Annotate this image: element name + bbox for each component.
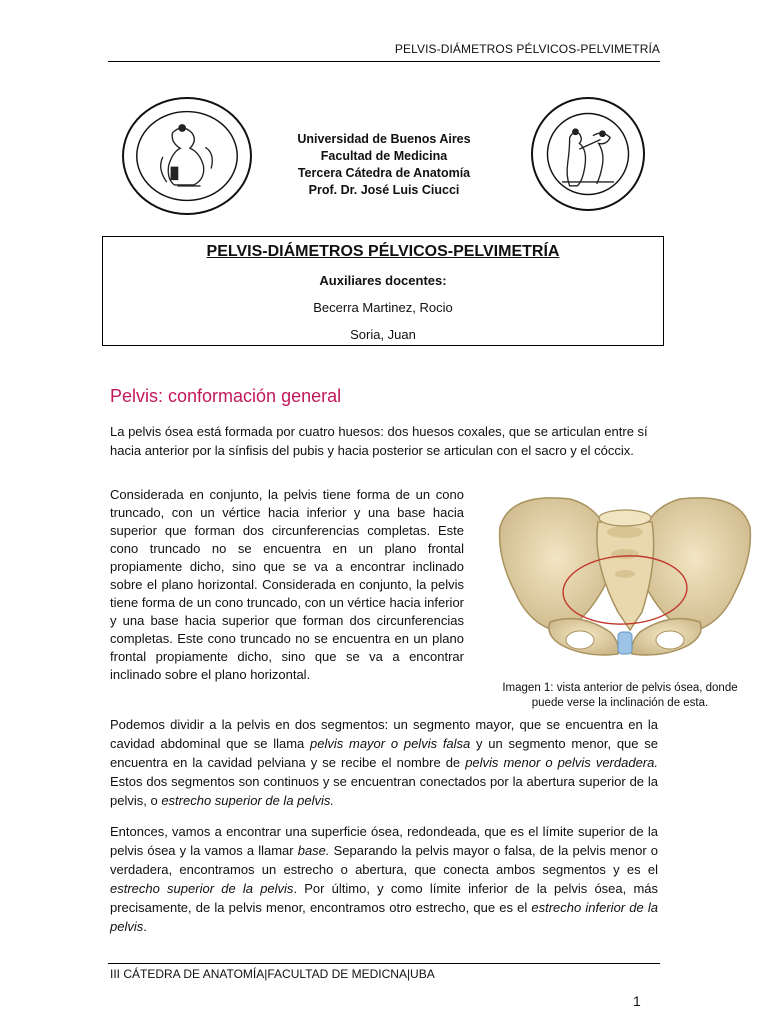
pelvis-figure — [480, 482, 768, 672]
footer-text: III CÁTEDRA DE ANATOMÍA|FACULTAD DE MEDICNA|UBA — [110, 967, 435, 981]
segments-paragraph — [110, 715, 658, 810]
auxiliaries-label: Auxiliares docentes: — [319, 273, 447, 288]
limits-text: . Por último, y como límite inferior de la pelvis ósea, más precisamente, de la pelvis menor, encontramos otro estrecho, que es el — [110, 881, 658, 915]
auxiliary-name: Soria, Juan — [350, 327, 416, 342]
limits-text: Separando la pelvis mayor o falsa, de la pelvis menor o verdadera, encontramos un estrecho o abertura, que conecta ambos segmentos y es el — [110, 843, 658, 877]
professor-name: Prof. Dr. José Luis Ciucci — [308, 183, 460, 197]
faculty-name: Facultad de Medicina — [320, 149, 448, 163]
document-title-box — [102, 236, 664, 346]
segments-text: Estos dos segmentos son continuos y se encuentran conectados por la abertura superior de la pelvis, o — [110, 774, 658, 808]
intro-paragraph: La pelvis ósea está formada por cuatro huesos: dos huesos coxales, que se articulan entre sí hacia anterior por la sínfisis del pubis y hacia posterior se articulan con el sacro y el cóccix. — [110, 424, 648, 458]
chair-name: Tercera Cátedra de Anatomía — [297, 166, 471, 180]
document-title: PELVIS-DIÁMETROS PÉLVICOS-PELVIMETRÍA — [206, 243, 560, 260]
university-seal — [122, 97, 252, 215]
segments-term-emphasis: pelvis mayor o pelvis falsa — [310, 736, 471, 751]
pelvis-illustration — [480, 482, 768, 672]
cone-description-text-repeat: Considerada en conjunto, la pelvis tiene forma de un cono truncado, con un vértice hacia inferior y una base hacia superior que forman dos circunferencias completas. Este cono truncado no se encuentra en un plano frontal propiamente dicho, sino que se va a encontrar inclinado sobre el plano horizontal. — [110, 577, 464, 682]
institution-block — [294, 131, 474, 199]
limits-text: Entonces, vamos a encontrar una superficie ósea, redondeada, que es el límite superior de la pelvis ósea y la vamos a llamar — [110, 824, 658, 858]
university-seal-graphic — [124, 99, 250, 213]
page-number: 1 — [633, 993, 641, 1009]
cone-description-paragraph — [110, 486, 464, 684]
faculty-seal — [531, 97, 645, 211]
university-name: Universidad de Buenos Aires — [297, 132, 471, 146]
running-header: PELVIS-DIÁMETROS PÉLVICOS-PELVIMETRÍA — [394, 42, 660, 56]
segments-term-emphasis: pelvis menor o pelvis verdadera. — [465, 755, 658, 770]
header-rule — [108, 61, 660, 62]
section-heading: Pelvis: conformación general — [110, 386, 342, 406]
footer-rule — [108, 963, 660, 964]
figure-caption: Imagen 1: vista anterior de pelvis ósea, donde puede verse la inclinación de esta. — [502, 682, 738, 709]
limits-term-emphasis: estrecho superior de la pelvis — [110, 881, 294, 896]
auxiliary-name: Becerra Martinez, Rocio — [313, 300, 453, 315]
segments-term-emphasis: estrecho superior de la pelvis. — [161, 793, 335, 808]
limits-text: . — [143, 919, 147, 934]
limits-term-emphasis: base. — [297, 843, 330, 858]
limits-term-emphasis: estrecho inferior de la pelvis — [110, 900, 659, 934]
faculty-seal-graphic — [533, 99, 643, 209]
segments-text: Podemos dividir a la pelvis en dos segmentos: un segmento mayor, que se encuentra en la cavidad abdominal que se llama — [110, 717, 658, 751]
limits-paragraph — [110, 822, 658, 936]
cone-description-text: Considerada en conjunto, la pelvis tiene forma de un cono truncado, con un vértice hacia inferior y una base hacia superior que forman dos circunferencias completas. Este cono truncado no se encuentra en un plano frontal propiamente dicho, sino que se va a encontrar inclinado sobre el plano horizontal. — [110, 487, 464, 592]
segments-text: y un segmento menor, que se encuentra en la cavidad pelviana y se recibe el nombre de — [110, 736, 658, 770]
